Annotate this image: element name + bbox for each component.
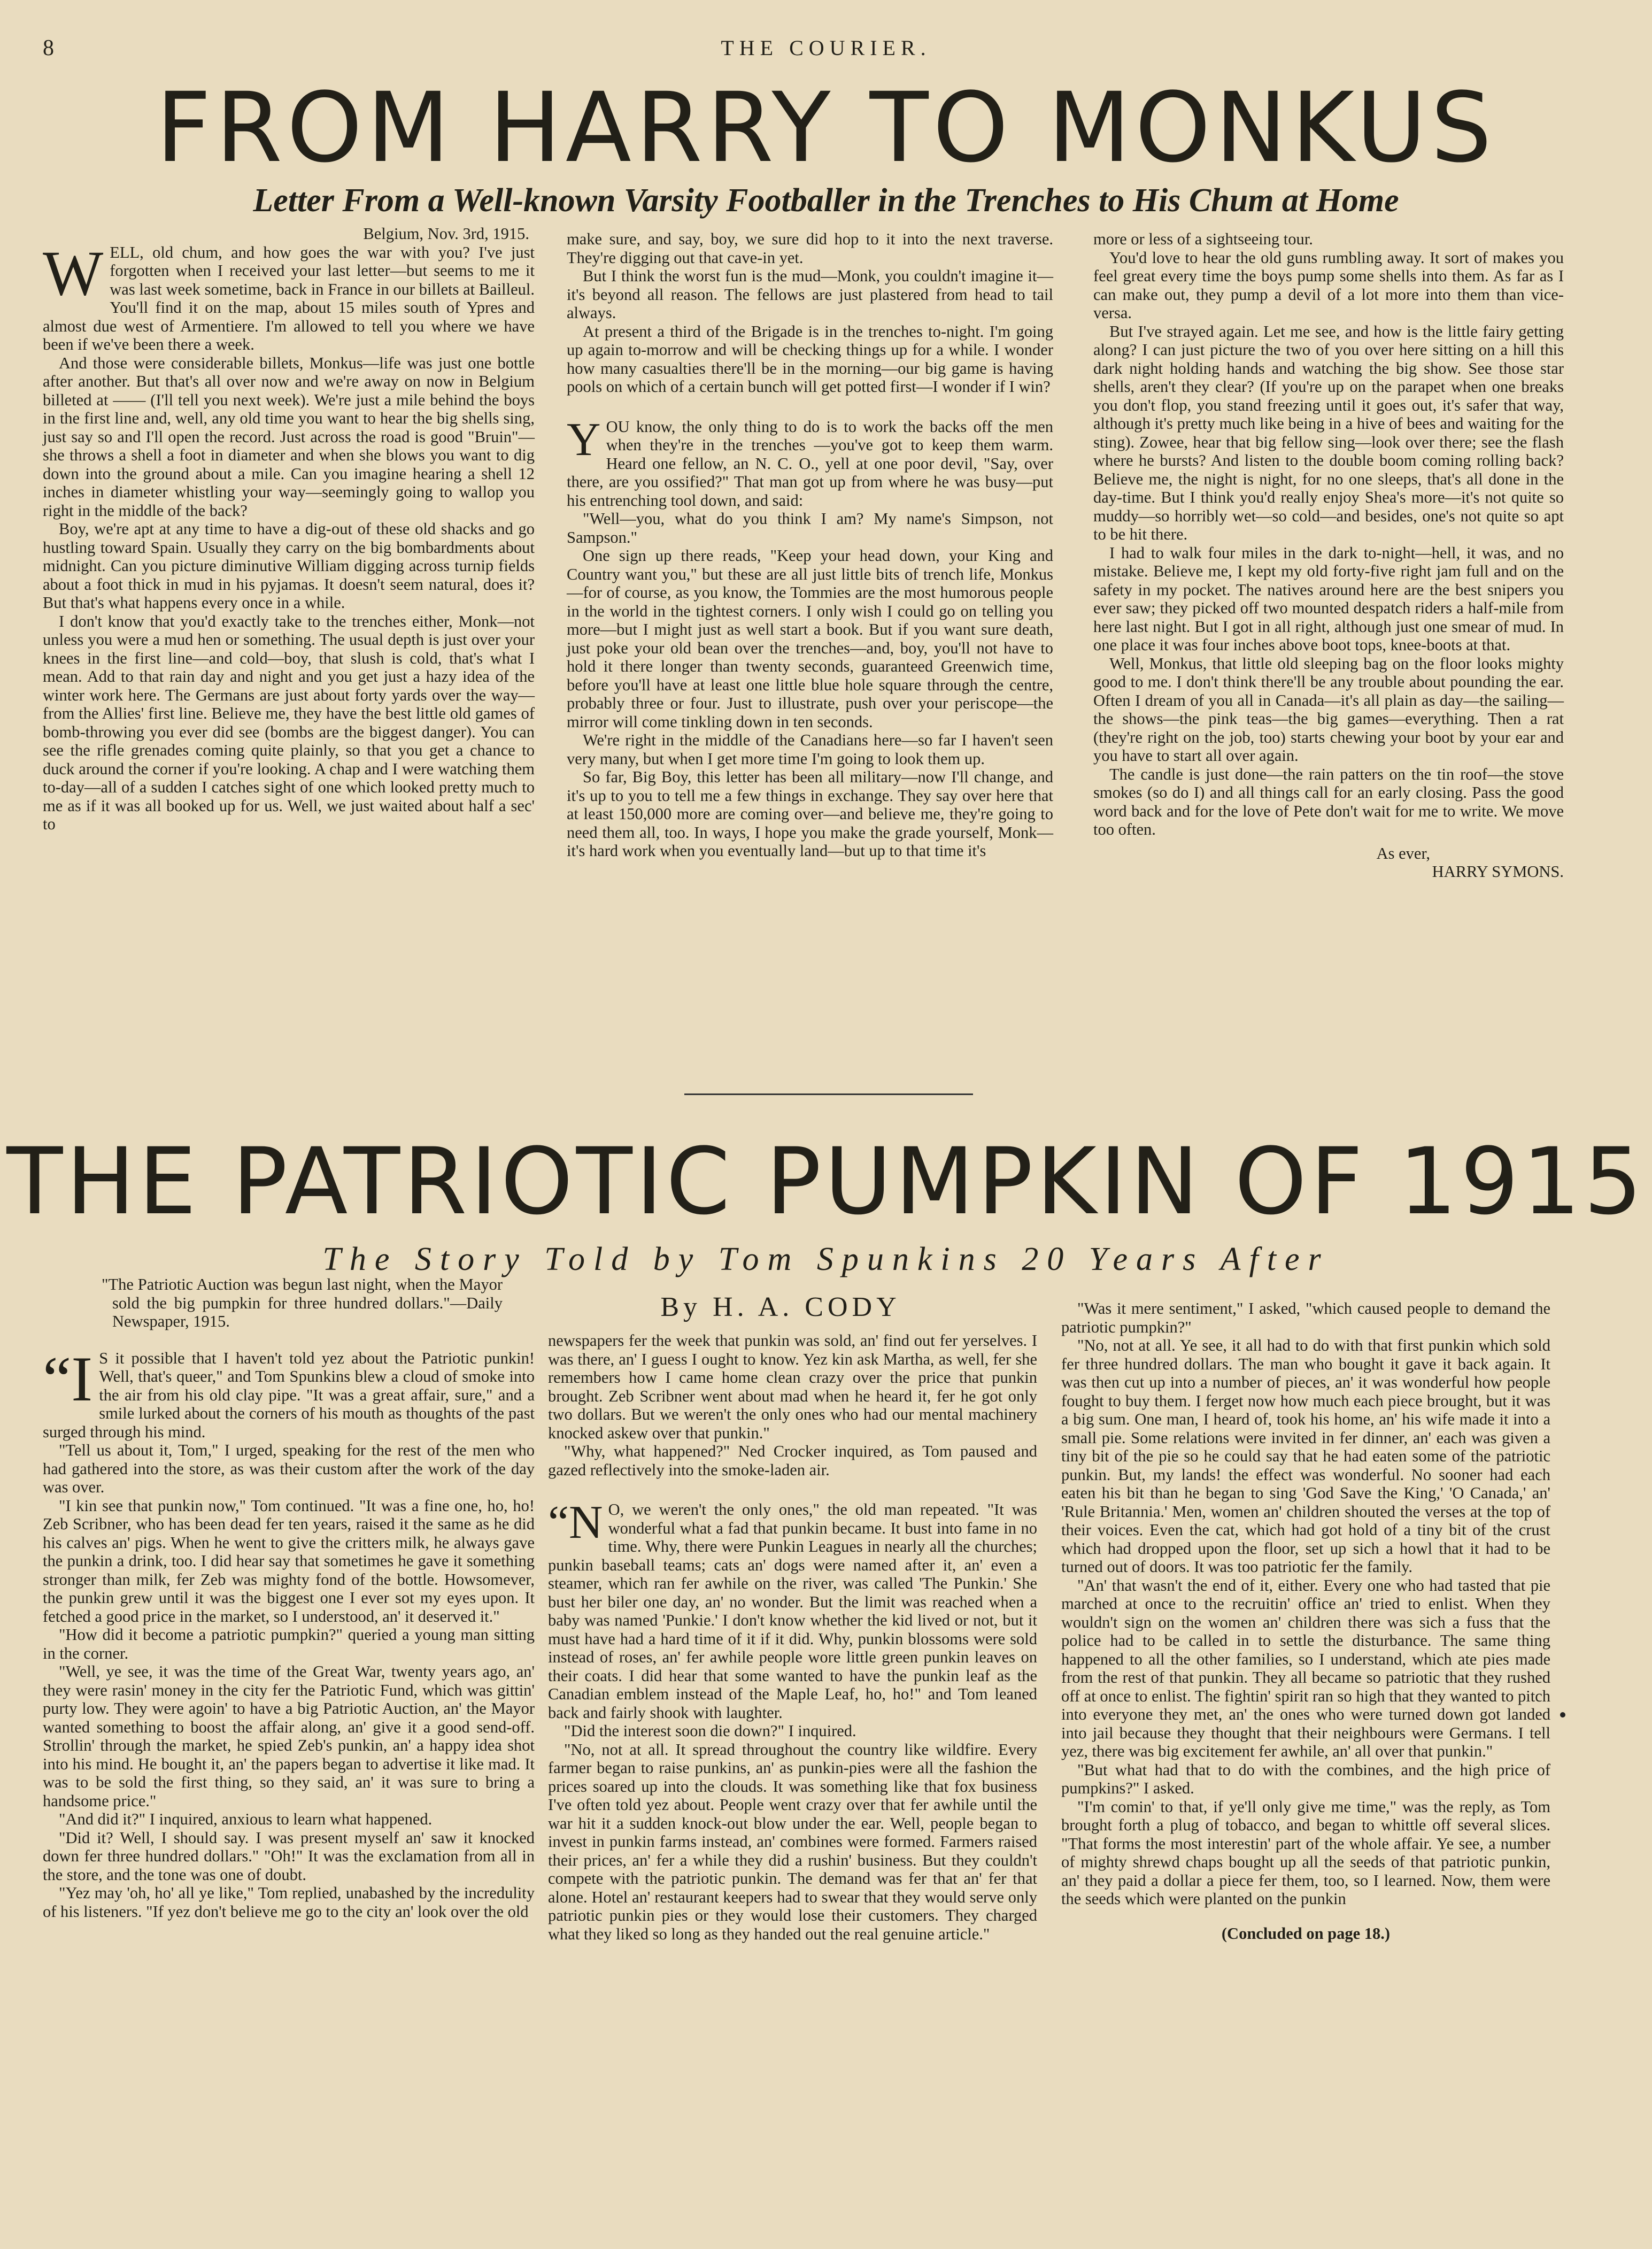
article2-column-1 [43,1275,535,1921]
paragraph: "How did it become a patriotic pumpkin?" queried a young man sitting in the corner. [43,1626,535,1662]
paragraph: more or less of a sightseeing tour. [1093,230,1313,248]
page-number: 8 [43,36,54,60]
dateline: Belgium, Nov. 3rd, 1915. [363,225,529,243]
paragraph: YOU know, the only thing to do is to work the backs off the men when they're in the trenches —you've got to keep them warm. Heard one fellow, an N. C. O., yell at one poor devil, "Say, over there, are you ossified?" That man got up from where he was busy—put his entrenching tool down, and said: [567,413,1053,510]
paragraph: So far, Big Boy, this letter has been all military—now I'll change, and it's up to you to tell me a few things in exchange. They say over here that at least 150,000 more are coming over—and believe me, they're going to need them all, too. In ways, I hope you make the grade yourself, Monk—it's hard work when you eventually land—but up to that time it's [567,768,1053,860]
article1-column-3 [1093,230,1564,881]
paragraph: "Did it? Well, I should say. I was present myself an' saw it knocked down fer three hundred dollars." "Oh!" It was the exclamation from all in the store, and the tone was one of doubt. [43,1828,535,1884]
paragraph: We're right in the middle of the Canadians here—so far I haven't seen very many, but when I get more time I'm going to look them up. [567,731,1053,768]
article2-column-2 [548,1331,1037,1943]
article1-column-1 [43,225,535,834]
paragraph: You'd love to hear the old guns rumbling away. It sort of makes you feel great every time the boys pump some shells into them. As far as I can make out, they pump a devil of a lot more into them than vice-versa. [1093,248,1564,322]
paragraph: Well, Monkus, that little old sleeping bag on the floor looks mighty good to me. I don't think there'll be any trouble about pounding the ear. Often I dream of you all in Canada—it's all plain as day—the sailing—the shows—the pink teas—the big games—everything. Then a rat (they're right on the job, too) starts chewing your boot by your ear and you have to start all over again. [1093,654,1564,765]
drop-cap: Y [567,413,601,466]
paragraph: “N O, we weren't the only ones," the old man repeated. "It was wonderful what a fad that punkin became. It bust into fame in no time. Why, there were Punkin Leagues in nearly all the churches; punkin baseball teams; cats an' dogs were named after it, an' even a steamer, which ran fer awhile on the river, was called 'The Punkin.' She bust her biler one day, an' no wonder. But the limit was reached when a baby was named 'Punkie.' I don't know whether the kid lived or not, but it must have had a hard time of it if it did. Why, punkin blossoms were sold instead of roses, an' fer awhile people wore little green punkin leaves on their coats. I did hear that some wanted to have the punkin leaf as the Canadian emblem instead of the Maple Leaf, ho, ho!" and Tom leaned back and fairly shook with laughter. [548,1497,1037,1722]
epigraph: "The Patriotic Auction was begun last night, when the Mayor sold the big pumpkin for three hundred dollars."—Daily Newspaper, 1915. [102,1275,503,1330]
paragraph: "And did it?" I inquired, anxious to learn what happened. [59,1810,433,1828]
article2-byline: By H. A. CODY [660,1292,901,1322]
paragraph: But I think the worst fun is the mud—Monk, you couldn't imagine it—it's beyond all reason. The fellows are just plastered from head to tail always. [567,267,1053,322]
running-header: THE COURIER. [721,36,931,60]
section-rule [684,1093,973,1095]
paragraph: "But what had that to do with the combines, and the high price of pumpkins?" I asked. [1061,1760,1550,1797]
paragraph: "No, not at all. Ye see, it all had to do with that first punkin which sold fer three hundred dollars. The man who bought it gave it back again. It was then cut up into a number of pieces, an' it was wonderful how people fought to buy them. I ferget now how much each piece brought, but it was a big sum. One man, I heard of, took his home, an' his wife made it into a small pie. Some relations were invited in fer dinner, an' each was given a tiny bit of the pie so he could say that he had eaten some of the patriotic punkin. But, my lands! the effect was wonderful. No sooner had each eaten his bit than he began to sing 'God Save the King,' 'O Canada,' an' 'Rule Britannia.' Men, women an' children shouted the verses at the top of their voices. Even the cat, which had got hold of a tiny bit of the crust which had dropped upon the floor, set up sich a howl that it had to be turned out of doors. It was too patriotic fer the family. [1061,1336,1550,1576]
paragraph: One sign up there reads, "Keep your head down, your King and Country want you," but these are all just little bits of trench life, Monkus—for of course, as you know, the Tommies are the most humorous people in the world in the tightest corners. I only wish I could go on telling you more—but I might just as well start a book. But if you want sure death, just poke your old bean over the trenches—and, boy, you'll not have to hold it there longer than twenty seconds, guaranteed Greenwich time, before you'll have at least one little blue hole square through the centre, probably three or four. Just to illustrate, push over your periscope—the mirror will come tinkling down in ten seconds. [567,546,1053,731]
paragraph: Boy, we're apt at any time to have a dig-out of these old shacks and go hustling toward Spain. Usually they carry on the big bombardments about midnight. Can you picture diminutive William digging across turnip fields about a foot thick in mud in his pyjamas. It doesn't seem natural, does it? But that's what happens every once in a while. [43,520,535,612]
article2-column-3 [1061,1299,1550,1943]
paragraph: At present a third of the Brigade is in the trenches to-night. I'm going up again to-morrow and will be checking things up for a while. I wonder how many casualties there'll be in the morning—our big game is having pools on which of a certain bunch will get potted first—I wonder if I win? [567,322,1053,396]
signature: HARRY SYMONS. [1432,862,1564,881]
drop-cap: “I [43,1343,93,1414]
article1-column-2 [567,230,1053,860]
paragraph: And those were considerable billets, Monkus—life was just one bottle after another. But that's all over now and we're away on now in Belgium billeted at —— (I'll tell you next week). We're just a mile behind the boys in the first line and, well, any old time you want to hear the big shells sing, just say so and I'll open the record. Just across the road is good "Bruin"—she throws a shell a foot in diameter and when she blows you want to dig down into the ground about a mile. Can you imagine hearing a shell 12 inches in diameter whistling your way—seemingly going to wallop you right in the middle of the back? [43,353,535,520]
drop-cap: “N [548,1497,603,1549]
paragraph: "An' that wasn't the end of it, either. Every one who had tasted that pie marched at once to the recruitin' office an' tried to enlist. When they wouldn't sign on the women an' children there was sich a fuss that the police had to be called in to settle the disturbance. The same thing happened to all the other families, so I understand, which ate pies made from the rest of that punkin. They all became so patriotic that they rushed off at once to enlist. The fightin' spirit ran so high that they wanted to pitch into everyone they met, an' the ones who were turned down got landed into jail because they thought that their neighbours were Germans. I tell yez, there was big excitement fer awhile, an' all over that punkin." [1061,1576,1550,1760]
paragraph: I don't know that you'd exactly take to the trenches either, Monk—not unless you were a mud hen or something. The usual depth is just over your knees in the first line—and cold—boy, that slush is cold, that's what I mean. Add to that rain day and night and you get just a hazy idea of the winter work here. The Germans are just about forty yards over the way—from the Allies' first line. Believe me, they have the best little old games of bomb-throwing you ever did see (bombs are the biggest danger). You can see the rifle grenades coming quite plainly, so that you get a chance to duck around the corner if you're looking. A chap and I were watching them to-day—all of a sudden I catches sight of one which looked pretty much to me as if it was all booked up for us. Well, we just waited about half a sec' to [43,612,535,833]
paragraph: "No, not at all. It spread throughout the country like wildfire. Every farmer began to raise punkins, an' as punkin-pies were all the fashion the prices soared up into the clouds. It was something like that fox business I've often told yez about. People went crazy over that fer awhile until the war hit it a sudden knock-out blow under the ear. Well, people began to invest in punkin farms instead, an' combines were formed. Farmers raised their prices, an' fer a while they did a rushin' business. But they couldn't compete with the patriotic punkin. The demand was fer that an' fer that alone. Hotel an' restaurant keepers had to swear that they would serve only patriotic punkin pies or they would lose their customers. They charged what they liked so long as they handed out the real genuine article." [548,1740,1037,1943]
drop-cap: W [43,237,104,309]
article1-title: FROM HARRY TO MONKUS [156,72,1496,184]
continuation-note: (Concluded on page 18.) [1221,1924,1391,1943]
paragraph: I had to walk four miles in the dark to-night—hell, it was, and no mistake. Believe me, I kept my old forty-five right jam full and on the safety in my pocket. The natives around here are the best snipers you ever saw; they picked off two mounted despatch riders a half-mile from here last night. But I got in all right, although just one smear of mud. In one place it was four inches above boot tops, knee-boots at that. [1093,543,1564,654]
article1-subtitle: Letter From a Well-known Varsity Footballer in the Trenches to His Chum at Home [253,182,1399,219]
article2-title: THE PATRIOTIC PUMPKIN OF 1915 [6,1128,1646,1235]
paragraph: But I've strayed again. Let me see, and how is the little fairy getting along? I can just picture the two of you over here sitting on a hill this dark night holding hands and watching the big show. See those star shells, aren't they clear? (If you're up on the parapet when one breaks you don't flop, you stand freezing until it goes out, it's safer that way, although it's pretty much like being in a hive of bees and waiting for the sting). Zowee, hear that big fellow sing—look over there; see the flash where he bursts? And listen to the double boom coming rolling back? Believe me, the night is night, for no one sleeps, that's all done in the day-time. But I think you'd really enjoy Shea's more—it's not quite so muddy—so horribly wet—so cold—and besides, one's not quite so apt to be hit there. [1093,322,1564,543]
paragraph: "Did the interest soon die down?" I inquired. [564,1722,856,1740]
closing: As ever, [1376,844,1430,862]
paragraph: "I'm comin' to that, if ye'll only give me time," was the reply, as Tom brought forth a plug of tobacco, and began to whittle off several slices. "That forms the most interestin' part of the whole affair. Ye see, a number of mighty shrewd chaps bought up all the seeds of that patriotic punkin, an' they paid a dollar a piece fer them, too, so I learned. Now, them were the seeds which were planted on the punkin [1061,1797,1550,1908]
paragraph: make sure, and say, boy, we sure did hop to it into the next traverse. They're digging out that cave-in yet. [567,230,1053,267]
paragraph: "Yez may 'oh, ho' all ye like," Tom replied, unabashed by the incredulity of his listeners. "If yez don't believe me go to the city an' look over the old [43,1884,535,1921]
print-speck [1560,1712,1565,1717]
paragraph: WELL, old chum, and how goes the war with you? I've just forgotten when I received your last letter—but seems to me it was last week sometime, back in France in our billets at Bailleul. You'll find it on the map, about 15 miles south of Ypres and almost due west of Armentiere. I'm allowed to tell you where we have been if we've been there a week. [43,237,535,353]
paragraph: "Why, what happened?" Ned Crocker inquired, as Tom paused and gazed reflectively into the smoke-laden air. [548,1442,1037,1479]
paragraph: "Well—you, what do you think I am? My name's Simpson, not Sampson." [567,510,1053,546]
paragraph: “I S it possible that I haven't told yez about the Patriotic punkin! Well, that's queer," and Tom Spunkins blew a cloud of smoke into the air from his old clay pipe. "It was a great affair, sure," and a smile lurked about the corners of his mouth as thoughts of the past surged through his mind. [43,1343,535,1441]
paragraph: "Well, ye see, it was the time of the Great War, twenty years ago, an' they were rasin' money in the city fer the Patriotic Fund, which was gittin' purty low. They were agoin' to have a big Patriotic Auction, an' the Mayor wanted something to boost the affair along, an' give it a good send-off. Strollin' through the market, he spied Zeb's punkin, an' a happy idea shot into his mind. He bought it, an' the papers began to advertise it like mad. It was to be sold the first thing, so they said, an' it was sure to bring a handsome price." [43,1662,535,1810]
paragraph: "Tell us about it, Tom," I urged, speaking for the rest of the men who had gathered into the store, as was their custom after the work of the day was over. [43,1441,535,1496]
paragraph: newspapers fer the week that punkin was sold, an' find out fer yerselves. I was there, an' I guess I ought to know. Yez kin ask Martha, as well, fer she remembers how I came home clean crazy over the price that punkin brought. Zeb Scribner went about mad when he heard it, fer he got only two dollars. But we weren't the only ones who had our mental machinery knocked askew over that punkin." [548,1331,1037,1442]
paragraph: "Was it mere sentiment," I asked, "which caused people to demand the patriotic pumpkin?" [1061,1299,1550,1336]
article2-subtitle: The Story Told by Tom Spunkins 20 Years After [322,1241,1330,1277]
paragraph: "I kin see that punkin now," Tom continued. "It was a fine one, ho, ho! Zeb Scribner, who has been dead fer ten years, raised it the same as he did his calves an' pigs. When he went to give the critters milk, he always gave the punkin a drink, too. I did hear say that sometimes he gave it something stronger than milk, fer Zeb was mighty fond of the bottle. Howsomever, the punkin grew until it was the biggest one I ever sot my eyes upon. It fetched a good price in the market, so I understood, an' it deserved it." [43,1496,535,1626]
paragraph: The candle is just done—the rain patters on the tin roof—the stove smokes (so do I) and all things call for an early closing. Pass the good word back and for the love of Pete don't wait for me to write. We move too often. [1093,765,1564,838]
